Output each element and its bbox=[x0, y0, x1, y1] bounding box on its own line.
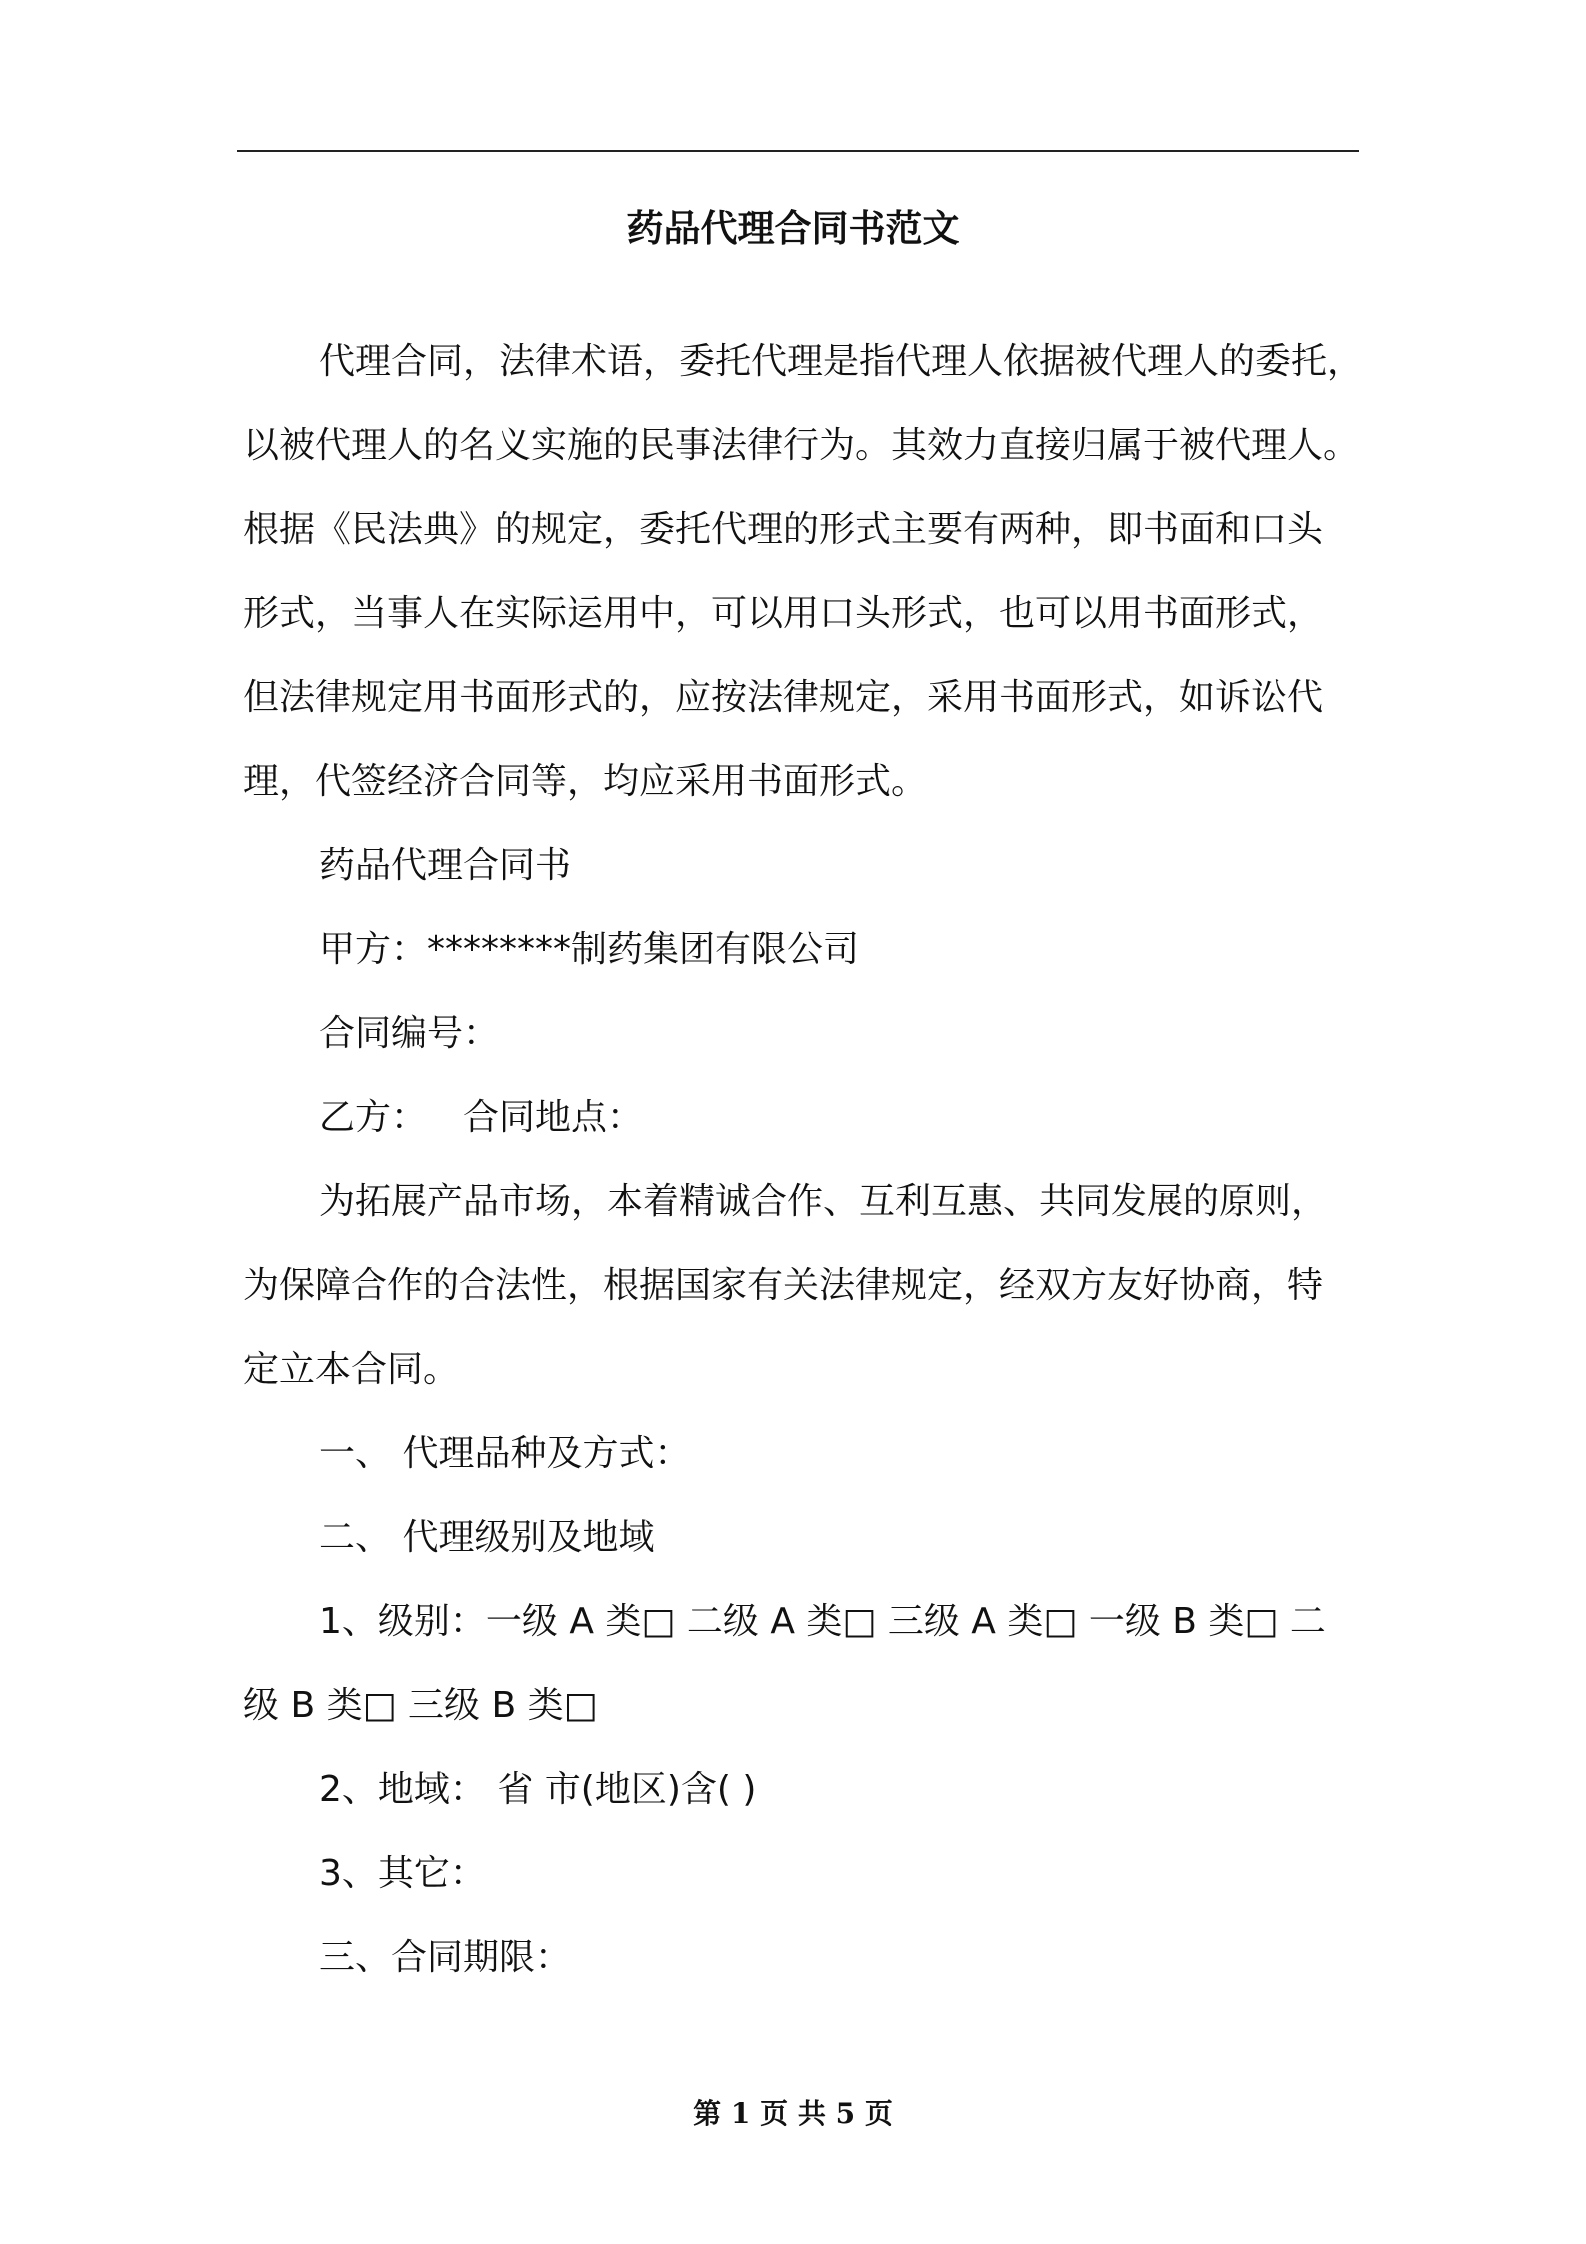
party-a: 甲方：********制药集团有限公司 bbox=[319, 929, 860, 970]
intro-line: 形式，当事人在实际运用中，可以用口头形式，也可以用书面形式， bbox=[243, 593, 1324, 634]
section-heading-3: 三、合同期限： bbox=[319, 1937, 572, 1978]
intro-line: 理，代签经济合同等，均应采用书面形式。 bbox=[243, 761, 928, 802]
intro-line: 以被代理人的名义实施的民事法律行为。其效力直接归属于被代理人。 bbox=[243, 425, 1360, 466]
header-rule bbox=[237, 150, 1359, 152]
intro-line: 但法律规定用书面形式的，应按法律规定，采用书面形式，如诉讼代 bbox=[243, 677, 1324, 718]
section-heading-1: 一、 代理品种及方式： bbox=[319, 1433, 691, 1474]
party-b-row bbox=[243, 1076, 1365, 1160]
section-heading-2: 二、 代理级别及地域 bbox=[319, 1517, 655, 1558]
other-line: 3、其它： bbox=[319, 1853, 486, 1894]
page-indicator: 第 1 页 共 5 页 bbox=[693, 2097, 893, 2130]
agency-level-line: 1、级别：一级 A 类□ 二级 A 类□ 三级 A 类□ 一级 B 类□ 二 bbox=[319, 1601, 1326, 1642]
contract-place-label: 合同地点： bbox=[463, 1097, 644, 1138]
purpose-line: 定立本合同。 bbox=[243, 1349, 460, 1390]
document-title: 药品代理合同书范文 bbox=[626, 207, 960, 250]
party-b-label: 乙方： bbox=[319, 1097, 428, 1138]
intro-line: 代理合同，法律术语，委托代理是指代理人依据被代理人的委托， bbox=[319, 341, 1364, 382]
intro-line: 根据《民法典》的规定，委托代理的形式主要有两种，即书面和口头 bbox=[243, 509, 1324, 550]
region-line: 2、地域： 省 市(地区)含( ) bbox=[319, 1769, 757, 1810]
agency-level-line: 级 B 类□ 三级 B 类□ bbox=[243, 1685, 598, 1726]
purpose-line: 为保障合作的合法性，根据国家有关法律规定，经双方友好协商，特 bbox=[243, 1265, 1324, 1306]
document-body bbox=[243, 320, 1365, 2000]
contract-title: 药品代理合同书 bbox=[319, 845, 572, 886]
contract-number-label: 合同编号： bbox=[319, 1013, 500, 1054]
purpose-line: 为拓展产品市场，本着精诚合作、互利互惠、共同发展的原则， bbox=[319, 1181, 1328, 1222]
